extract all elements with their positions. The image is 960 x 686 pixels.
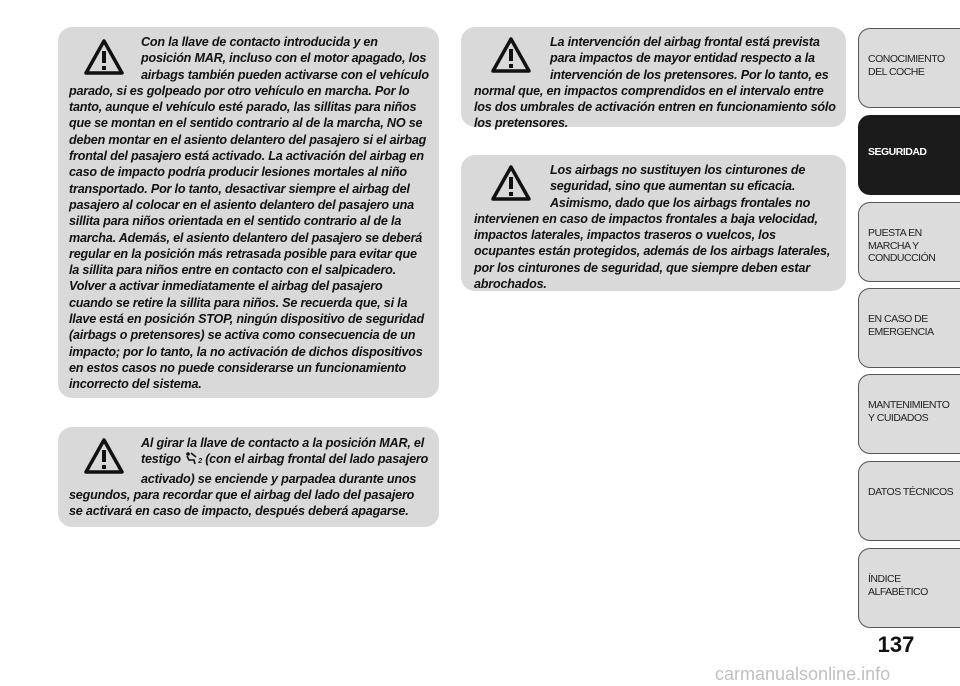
warning-box-airbag-pretensioners [461,27,846,131]
warning-text-airbag-mar: Con la llave de contacto introducida y en posición MAR, incluso con el motor apagado, los airbags también pueden activarse con el vehículo parado, si es golpeado por otro vehículo en marcha. Por lo tanto, aunque el vehículo esté parado, las sillitas para niños que se montan en el sentido contrario al de la marcha, NO se deben montar en el asiento delantero del pasajero si el airbag frontal del pasajero está activado. La activación del airbag en caso de impacto podría producir lesiones mortales al niño transportado. Por lo tanto, desactivar siempre el airbag del pasajero al colocar en el asiento delantero del pasajero una sillita para niños orientada en el sentido contrario al de la marcha. Además, el asiento delantero del pasajero se deberá regular en la posición más retrasada posible para evitar que la sillita para niños entre en contacto con el salpicadero. Volver a activar inmediatamente el airbag del pasajero cuando se retire la sillita para niños. Se recuerda que, si la llave está en posición STOP, ningún dispositivo de seguridad (airbags o pretensores) se activa como consecuencia de un impacto; por lo tanto, la no activación de dichos dispositivos en estos casos no puede considerarse un funcionamiento incorrecto del sistema. [69,35,429,392]
warning-text-airbag-telltale-part1: Al girar la llave de contacto a la posición MAR, el testigo [141,436,425,467]
warning-box-seat-belts [461,155,846,291]
tab-puesta-en-marcha[interactable]: PUESTA EN MARCHA Y CONDUCCIÓN [858,202,960,282]
warning-triangle-icon [490,164,532,206]
tab-mantenimiento[interactable]: MANTENIMIENTO Y CUIDADOS [858,374,960,454]
page-number: 137 [877,632,915,657]
warning-text-airbag-pretensioners: La intervención del airbag frontal está prevista para impactos de mayor entidad respecto a la intervención de los pretensores. Por lo tanto, es normal que, en impactos comprendidos en el intervalo entre los dos umbrales de activación entren en funcionamiento sólo los pretensores. [474,35,836,131]
warning-box-airbag-mar [58,27,439,398]
warning-triangle-icon [490,36,532,78]
warning-triangle-icon [83,38,125,80]
tab-conocimiento-del-coche[interactable]: CONOCIMIENTO DEL COCHE [858,28,960,108]
tab-seguridad[interactable]: SEGURIDAD [858,115,960,195]
tab-datos-tecnicos[interactable]: DATOS TÉCNICOS [858,461,960,541]
watermark: carmanualsonline.info [715,664,891,684]
tab-en-caso-de-emergencia[interactable]: EN CASO DE EMERGENCIA [858,288,960,368]
warning-text-seat-belts: Los airbags no sustituyen los cinturones de seguridad, sino que aumentan su eficacia. Asimismo, dado que los airbags frontales no intervienen en caso de impactos frontales a baja velocidad, impactos laterales, impactos traseros o vuelcos, los ocupantes están protegidos, además de los airbags laterales, por los cinturones de seguridad, que siempre deben estar abrochados. [474,163,831,292]
telltale-subscript: 2 [198,458,202,466]
warning-text-airbag-telltale-part2: (con el airbag frontal del lado pasajero activado) se enciende y parpadea durante unos segundos, para recordar que el airbag del lado del pasajero se activará en caso de impacto, después deberá apagarse. [69,452,429,519]
tab-indice-alfabetico[interactable]: ÍNDICE ALFABÉTICO [858,548,960,628]
warning-triangle-icon [83,437,125,479]
passenger-airbag-telltale-icon [184,451,198,469]
warning-box-airbag-telltale [58,427,439,527]
